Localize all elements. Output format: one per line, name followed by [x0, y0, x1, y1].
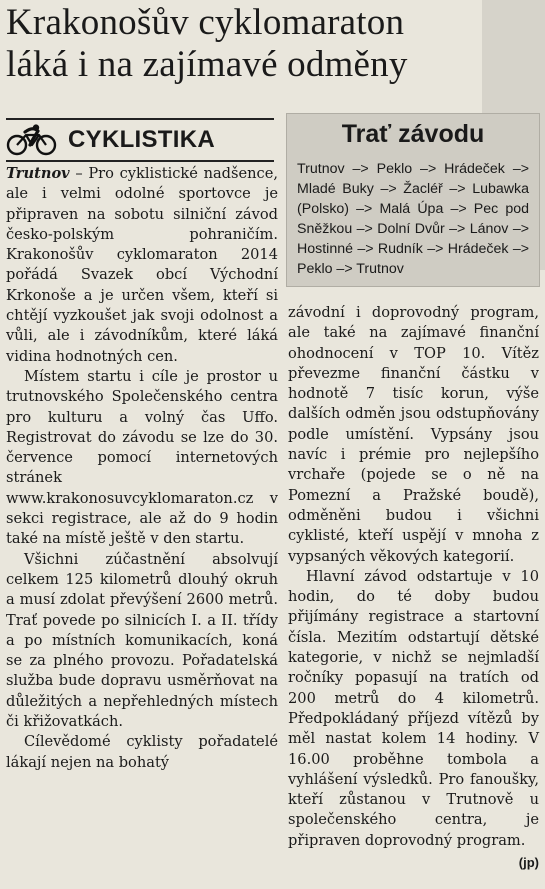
- paragraph-1: [6, 164, 278, 367]
- section-label: CYKLISTIKA: [68, 126, 215, 153]
- section-header: [6, 118, 274, 162]
- paragraph-6: [288, 567, 539, 871]
- paragraph-6-text: Hlavní závod odstartuje v 10 hodin, do té doby budou přijímány registrace a startovní čísla. Mezitím odstartují dětské kategorie, v nichž se nejmladší ročníky popasují na tratích od 200 metrů do 4 kilometrů. Předpokládaný příjezd vítězů by měl nastat kolem 14 hodiny. V 16.00 proběhne tombola a vyhlášení výsledků. Pro fanoušky, kteří zůstanou v Trutnově u společenského centra, je připraven doprovodný program.: [288, 567, 539, 849]
- dateline: Trutnov: [6, 165, 70, 182]
- paragraph-3: Všichni zúčastnění absolvují celkem 125 kilometrů dlouhý okruh a musí zdolat převýšení 2600 metrů. Trať povede po silnicích I. a II. třídy a po místních komunikacích, koná se za plného provozu. Pořadatelská služba bude dopravu usměrňovat na důležitých a nepřehledných místech či křižovatkách.: [6, 550, 278, 731]
- author-signature: (jp): [518, 855, 539, 871]
- headline-line-1: Krakonošův cyklomaraton: [6, 2, 405, 43]
- article-column-left: [6, 164, 278, 773]
- paragraph-4: Cílevědomé cyklisty pořadatelé lákají nejen na bohatý: [6, 733, 278, 771]
- route-title: Trať závodu: [341, 120, 485, 148]
- headline: [6, 2, 476, 86]
- headline-line-2: láká i na zajímavé odměny: [6, 44, 408, 85]
- paragraph-5: závodní i doprovodný program, ale také na zajímavé finanční ohodnocení v TOP 10. Vítěz převezme finanční částku v hodnotě 7 tisíc korun, výše dalších odměn jsou odstupňovány podle umístění. Vypsány jsou navíc i prémie pro nejlepšího vrchaře (pojede se o ně na Pomezní a Pražské boudě), odměněni budou i všichni cyklisté, kteří uspějí v mnoha z vypsaných věkových kategorií.: [288, 304, 539, 565]
- cyclist-icon: [6, 124, 58, 156]
- route-info-box: [286, 113, 540, 287]
- paragraph-2: Místem startu i cíle je prostor u trutnovského Společenského centra pro kulturu a volný čas Uffo. Registrovat do závodu se lze do 30. července pomocí internetových stránek www.krakonosuvcyklomaraton.cz v sekci registrace, ale až do 9 hodin také na místě ještě v den startu.: [6, 367, 278, 548]
- route-description: Trutnov –> Peklo –> Hrádeček –> Mladé Buky –> Žacléř –> Lubawka (Polsko) –> Malá Úpa –> Pec pod Sněžkou –> Dolní Dvůr –> Lánov –> Hostinné –> Rudník –> Hrádeček –> Peklo –> Trutnov: [297, 161, 529, 277]
- article-column-right: [288, 303, 539, 873]
- paragraph-1-text: – Pro cyklistické nadšence, ale i velmi odolné sportovce je připraven na sobotu silniční závod česko-polským pohraničím. Krakonošův cyklomaraton 2014 pořádá Svazek obcí Východní Krkonoše a je určen všem, kteří si chtějí vyzkoušet jak svoji odolnost a vůli, ale i závodníkům, které láká vidina hodnotných cen.: [6, 165, 278, 365]
